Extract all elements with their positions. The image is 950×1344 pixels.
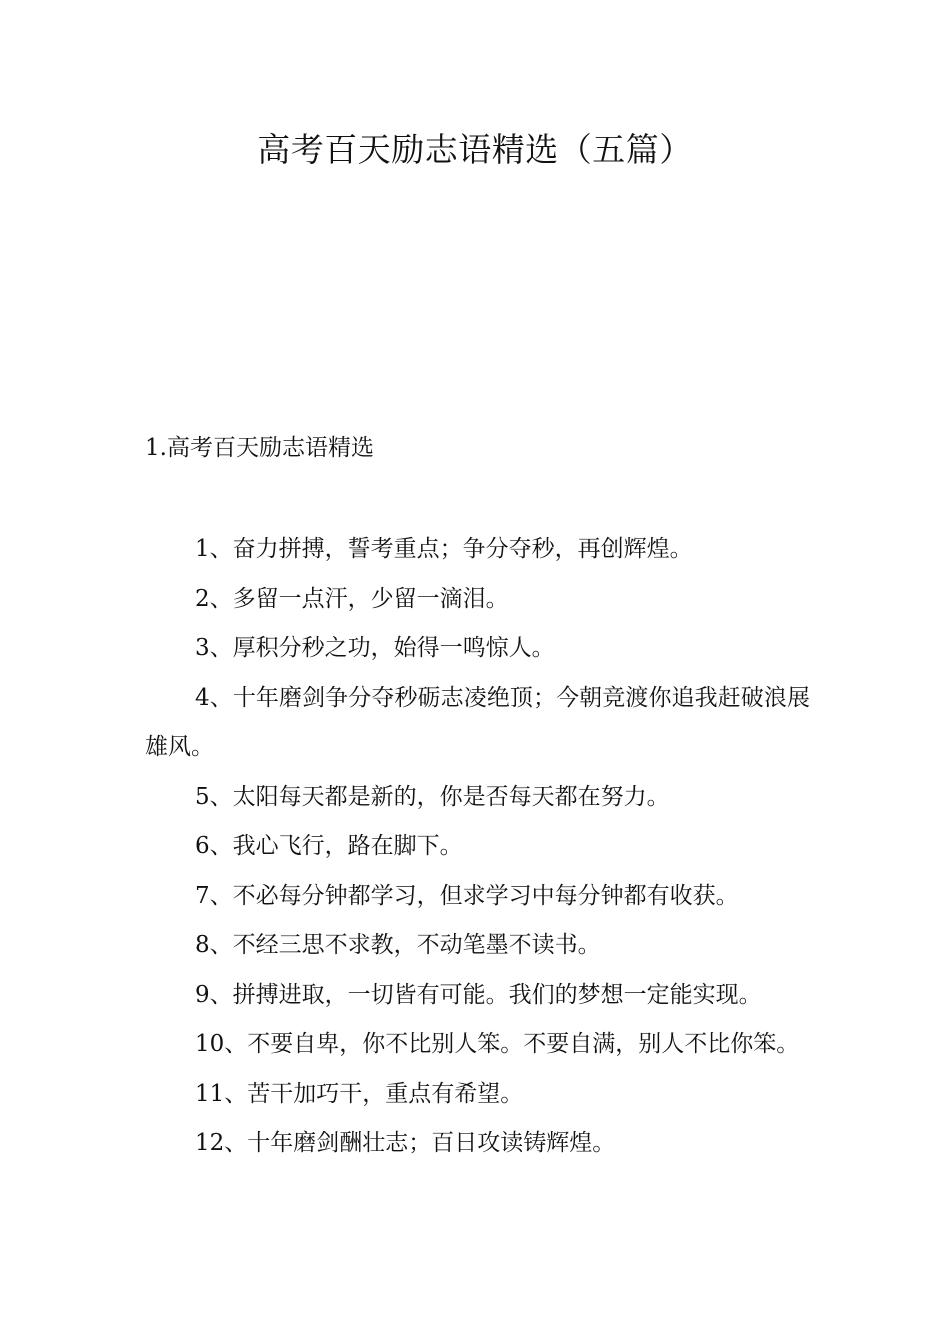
quote-item: 10、不要自卑，你不比别人笨。不要自满，别人不比你笨。 (195, 1031, 800, 1057)
quote-item: 8、不经三思不求教，不动笔墨不读书。 (195, 932, 601, 958)
section-heading: 1.高考百天励志语精选 (145, 435, 374, 461)
quote-item: 3、厚积分秒之功，始得一鸣惊人。 (195, 635, 555, 661)
quote-item: 11、苦干加巧干，重点有希望。 (195, 1080, 524, 1107)
quote-list (145, 525, 810, 1169)
quote-item: 2、多留一点汗，少留一滴泪。 (195, 585, 509, 612)
document-title: 高考百天励志语精选（五篇） (257, 130, 693, 169)
quote-item: 4、十年磨剑争分夺秒砺志凌绝顶；今朝竞渡你追我赶破浪展雄风。 (145, 684, 810, 760)
quote-item: 7、不必每分钟都学习，但求学习中每分钟都有收获。 (195, 882, 739, 909)
quote-item: 12、十年磨剑酬壮志；百日攻读铸辉煌。 (195, 1130, 616, 1156)
quote-item: 6、我心飞行，路在脚下。 (195, 833, 463, 859)
quote-item: 9、拼搏进取，一切皆有可能。我们的梦想一定能实现。 (195, 981, 762, 1008)
quote-item: 5、太阳每天都是新的，你是否每天都在努力。 (195, 783, 670, 810)
quote-item: 1、奋力拼搏，誓考重点；争分夺秒，再创辉煌。 (195, 536, 693, 562)
